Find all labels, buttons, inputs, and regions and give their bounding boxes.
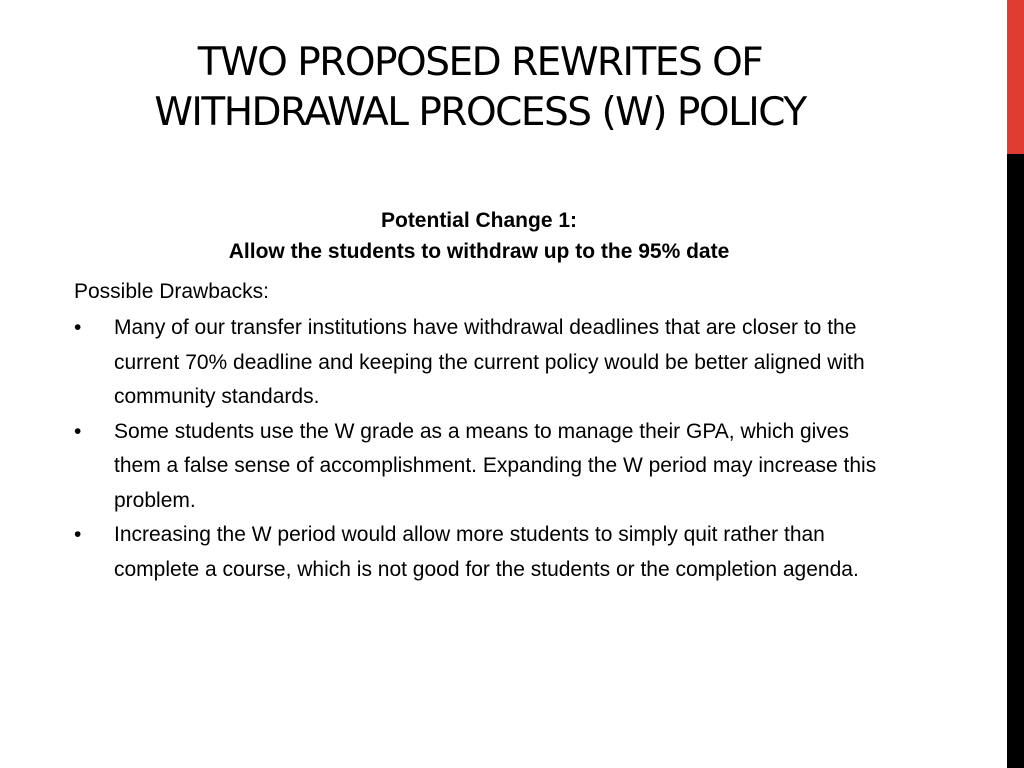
drawbacks-label: Possible Drawbacks:	[74, 280, 269, 303]
list-item-text: Some students use the W grade as a means to manage their GPA, which gives them a false sense of accomplishment. Expanding the W period may increase this problem.	[114, 419, 877, 512]
drawbacks-list	[74, 311, 894, 587]
side-accent-black	[1007, 154, 1024, 768]
list-item	[74, 415, 894, 519]
side-accent-red	[1007, 0, 1024, 154]
subheading-line-1: Potential Change 1:	[380, 209, 578, 232]
bullet-glyph: •	[74, 316, 82, 339]
slide-title-line-2: WITHDRAWAL PROCESS (W) POLICY	[154, 90, 806, 135]
list-item	[74, 518, 894, 587]
list-item	[74, 311, 894, 415]
side-accent-bar	[1007, 0, 1024, 768]
list-item-text: Many of our transfer institutions have withdrawal deadlines that are closer to the current 70% deadline and keeping the current policy would be better aligned with community standards.	[114, 316, 865, 408]
bullet-glyph: •	[74, 419, 82, 443]
list-item-text: Increasing the W period would allow more students to simply quit rather than complete a course, which is not good for the students or the completion agenda.	[114, 523, 859, 581]
bullet-glyph: •	[74, 523, 82, 546]
slide-title	[60, 38, 900, 138]
slide-title-line-1: TWO PROPOSED REWRITES OF	[197, 40, 763, 85]
subheading-line-2: Allow the students to withdraw up to the 95% date	[228, 240, 730, 263]
subheading	[74, 205, 884, 267]
